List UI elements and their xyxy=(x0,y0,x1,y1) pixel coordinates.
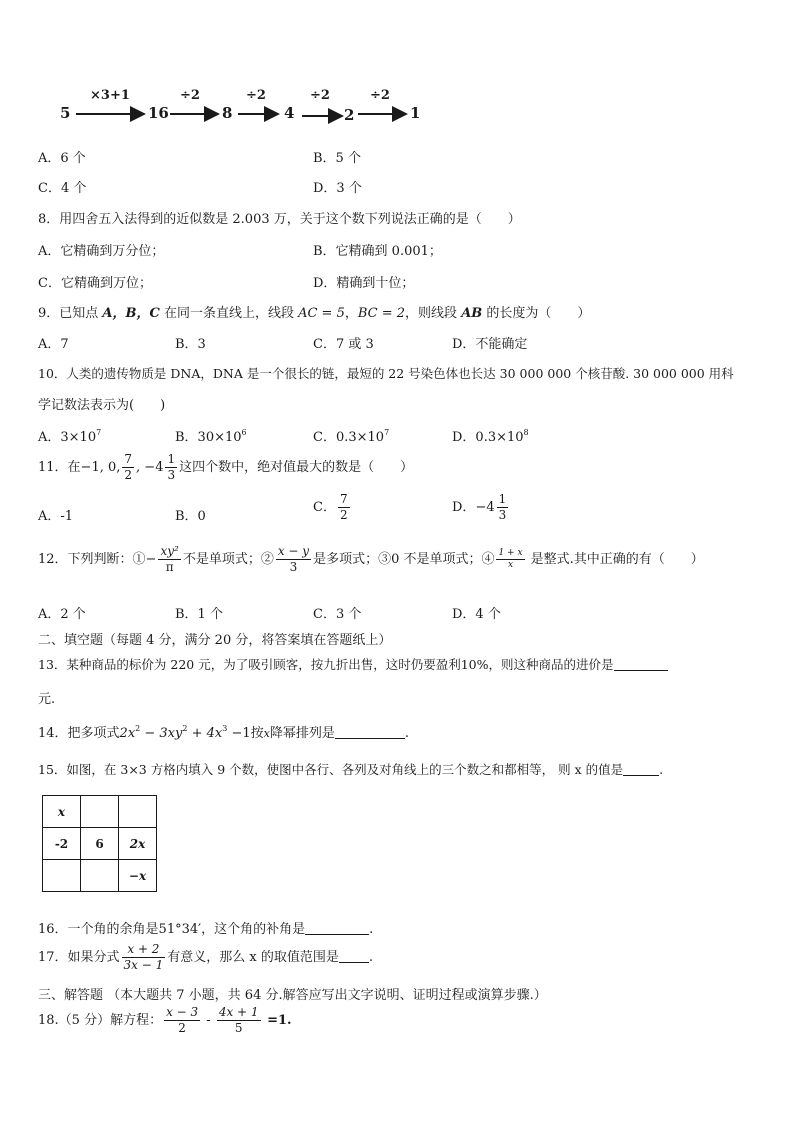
q17-end: . xyxy=(368,950,374,965)
q10-stem-line1: 10．人类的遗传物质是 DNA，DNA 是一个很长的链，最短的 22 号染色体也长达 30 000 000 个核苷酸. 30 000 000 用科 xyxy=(38,366,734,381)
q12-option-c: C．3 个 xyxy=(313,607,362,622)
q18-minus: - xyxy=(202,1013,215,1028)
q7-option-c: C．4 个 xyxy=(38,181,87,196)
q14-poly: + 4x xyxy=(187,726,223,741)
q8-stem: 8．用四舍五入法得到的近似数是 2.003 万，关于这个数下列说法正确的是（ ） xyxy=(38,212,521,227)
grid-row xyxy=(43,796,157,828)
grid-cell xyxy=(81,796,119,828)
q17-stem xyxy=(38,942,373,973)
q9-text: ，则线段 xyxy=(405,306,462,321)
q16-end: . xyxy=(369,922,374,937)
q10-option-a-exp: 7 xyxy=(96,428,102,437)
fraction-denominator: 2 xyxy=(339,508,348,522)
flow-number: 4 xyxy=(284,104,295,122)
q12-fraction-2 xyxy=(276,544,311,575)
magic-square-grid xyxy=(42,795,157,892)
answer-blank xyxy=(305,934,369,935)
grid-cell: -2 xyxy=(43,828,81,860)
q10-option-a-base: A．3×10 xyxy=(38,430,97,445)
q11-text: 11．在 xyxy=(38,460,81,475)
q13-text: 13．某种商品的标价为 220 元，为了吸引顾客，按九折出售，这时仍要盈利10%，则这种商品的进价是 xyxy=(38,657,614,672)
q14-text: 14．把多项式 xyxy=(38,726,120,741)
q7-option-b: B．5 个 xyxy=(313,151,361,166)
q13-stem-line1 xyxy=(38,655,668,673)
flow-operation: ÷2 xyxy=(370,88,390,103)
q14-poly: −1 xyxy=(227,726,251,741)
fraction-denominator: π xyxy=(165,560,174,574)
q10-option-d-exp: 8 xyxy=(523,428,529,437)
q14-exp: 2 xyxy=(135,724,141,733)
q9-segment-bc: BC = 2 xyxy=(357,306,406,321)
q10-stem-line2: 学记数法表示为( ) xyxy=(38,398,166,413)
q10-option-b-exp: 6 xyxy=(241,428,247,437)
q13-stem-line2: 元. xyxy=(38,692,56,707)
q11-option-c-fraction xyxy=(338,492,350,523)
q10-option-d xyxy=(452,426,529,445)
q10-option-b xyxy=(175,426,247,445)
q18-stem xyxy=(38,1005,292,1036)
q9-text: 9．已知点 xyxy=(38,306,103,321)
q18-equals: =1. xyxy=(262,1013,292,1028)
q11-number-list: −1, 0, xyxy=(80,460,121,475)
fraction-numerator: 4x + 1 xyxy=(218,1005,259,1019)
q14-exp: 3 xyxy=(222,724,228,733)
fraction-denominator: 3 xyxy=(289,560,298,574)
q11-fraction-denominator: 2 xyxy=(124,468,133,482)
q9-segment-ab: AB xyxy=(461,306,483,321)
q15-text: 15．如图，在 3×3 方格内填入 9 个数，使图中各行、各列及对角线上的三个数之和都相等， 则 x 的值是 xyxy=(38,762,624,777)
q11-option-d-integer: −4 xyxy=(475,500,495,515)
q8-option-a: A．它精确到万分位； xyxy=(38,244,165,259)
grid-cell xyxy=(43,860,81,892)
q9-stem xyxy=(38,302,590,321)
grid-cell xyxy=(81,860,119,892)
q17-fraction xyxy=(122,942,166,973)
section-heading-fill-in: 二、填空题（每题 4 分，满分 20 分，将答案填在答题纸上） xyxy=(38,633,392,648)
flow-operation: ×3+1 xyxy=(90,88,130,103)
grid-cell: x xyxy=(43,796,81,828)
q15-end: . xyxy=(659,762,664,777)
answer-blank xyxy=(623,775,659,776)
q12-option-b: B．1 个 xyxy=(175,607,223,622)
q11-option-c xyxy=(313,492,352,523)
q18-fraction-2 xyxy=(217,1005,261,1036)
flow-operation: ÷2 xyxy=(310,88,330,103)
grid-cell xyxy=(119,796,157,828)
fraction-denominator: 3 xyxy=(498,508,507,522)
q14-text: 按 xyxy=(250,726,264,741)
q11-fraction xyxy=(122,452,134,483)
q10-option-d-base: D．0.3×10 xyxy=(452,430,524,445)
q10-option-a xyxy=(38,426,101,445)
q8-option-b: B．它精确到 0.001； xyxy=(313,244,442,259)
q12-option-d: D．4 个 xyxy=(452,607,501,622)
flow-number: 8 xyxy=(222,104,233,122)
q11-fraction-denominator: 3 xyxy=(167,468,176,482)
fraction-numerator: 1 xyxy=(498,492,507,506)
q11-option-a: A．-1 xyxy=(38,509,74,524)
q16-text: ，这个角的补角是 xyxy=(201,922,306,937)
q10-option-b-base: B．30×10 xyxy=(175,430,242,445)
q14-poly: − 3xy xyxy=(140,726,183,741)
q14-exp: 2 xyxy=(182,724,188,733)
q12-minus: − xyxy=(145,552,157,567)
q12-stem xyxy=(38,544,704,575)
q8-option-d: D．精确到十位； xyxy=(313,276,415,291)
q10-option-c xyxy=(313,426,389,445)
q9-text: ， xyxy=(344,306,358,321)
flow-diagram xyxy=(60,86,440,126)
flow-number: 1 xyxy=(410,104,421,122)
q11-stem xyxy=(38,452,413,483)
fraction-numerator: x − y xyxy=(277,544,310,558)
q7-option-d: D．3 个 xyxy=(313,181,362,196)
q11-fraction xyxy=(165,452,177,483)
q17-text: 有意义，那么 x 的取值范围是 xyxy=(167,950,339,965)
q14-poly: 2x xyxy=(119,726,136,741)
q10-option-c-base: C．0.3×10 xyxy=(313,430,385,445)
grid-cell: 2x xyxy=(119,828,157,860)
answer-blank xyxy=(614,670,668,671)
q18-fraction-1 xyxy=(164,1005,200,1036)
q9-text: 在同一条直线上，线段 xyxy=(159,306,299,321)
section-heading-solutions: 三、解答题 （本大题共 7 小题，共 64 分.解答应写出文字说明、证明过程或演算步骤.） xyxy=(38,988,547,1003)
q9-text: 的长度为（ ） xyxy=(482,306,591,321)
q11-option-d-fraction xyxy=(497,492,509,523)
q12-text: 12．下列判断：① xyxy=(38,552,146,567)
q9-option-c: C．7 或 3 xyxy=(313,337,374,352)
q11-option-c-label: C． xyxy=(313,500,336,515)
fraction-denominator: x xyxy=(507,560,514,570)
fraction-numerator: x − 3 xyxy=(166,1005,199,1019)
q11-option-d-label: D． xyxy=(452,500,476,515)
q16-stem xyxy=(38,918,373,937)
q14-end: . xyxy=(404,726,409,741)
fraction-numerator: xy² xyxy=(160,544,179,558)
q12-fraction-1 xyxy=(158,544,180,575)
q14-variable: x xyxy=(263,727,270,740)
fraction-numerator: 1 + x xyxy=(496,548,524,560)
q12-text: 是多项式；③0 不是单项式；④ xyxy=(313,552,495,567)
q17-text: 17．如果分式 xyxy=(38,950,120,965)
answer-blank xyxy=(339,962,369,963)
fraction-denominator: 2 xyxy=(178,1021,186,1035)
q11-fraction-numerator: 1 xyxy=(167,452,176,466)
flow-number: 2 xyxy=(344,106,355,124)
flow-number: 5 xyxy=(60,104,71,122)
q12-option-a: A．2 个 xyxy=(38,607,86,622)
fraction-denominator: 3x − 1 xyxy=(123,958,164,972)
q8-option-c: C．它精确到万位； xyxy=(38,276,152,291)
flow-number: 16 xyxy=(148,104,169,122)
fraction-denominator: 5 xyxy=(234,1021,243,1035)
q16-angle: 51°34′ xyxy=(158,922,202,937)
answer-blank xyxy=(335,738,405,739)
q16-text: 16．一个角的余角是 xyxy=(38,922,159,937)
q11-text: 这四个数中，绝对值最大的数是（ ） xyxy=(179,460,414,475)
q14-stem xyxy=(38,722,409,741)
q15-stem xyxy=(38,760,663,778)
q9-segment-ac: AC = 5 xyxy=(298,306,345,321)
fraction-numerator: 7 xyxy=(339,492,348,506)
flow-operation: ÷2 xyxy=(246,88,266,103)
q7-option-a: A．6 个 xyxy=(38,151,86,166)
q11-option-d xyxy=(452,492,510,523)
q14-text: 降幂排列是 xyxy=(269,726,335,741)
fraction-numerator: x + 2 xyxy=(122,942,166,958)
q12-text: 是整式.其中正确的有（ ） xyxy=(526,552,704,567)
q9-option-b: B．3 xyxy=(175,337,206,352)
q11-negative: , −4 xyxy=(136,460,164,475)
q10-option-c-exp: 7 xyxy=(384,428,390,437)
q18-text: 18.（5 分）解方程： xyxy=(38,1013,163,1028)
grid-cell: 6 xyxy=(81,828,119,860)
q12-fraction-3 xyxy=(496,548,524,572)
q11-option-b: B．0 xyxy=(175,509,206,524)
q9-option-d: D．不能确定 xyxy=(452,337,528,352)
grid-cell: −x xyxy=(119,860,157,892)
q12-text: 不是单项式；② xyxy=(182,552,274,567)
q11-fraction-numerator: 7 xyxy=(124,452,133,466)
q9-points: A，B，C xyxy=(102,306,160,321)
grid-row xyxy=(43,860,157,892)
flow-operation: ÷2 xyxy=(180,88,200,103)
grid-row xyxy=(43,828,157,860)
q9-option-a: A．7 xyxy=(38,337,69,352)
